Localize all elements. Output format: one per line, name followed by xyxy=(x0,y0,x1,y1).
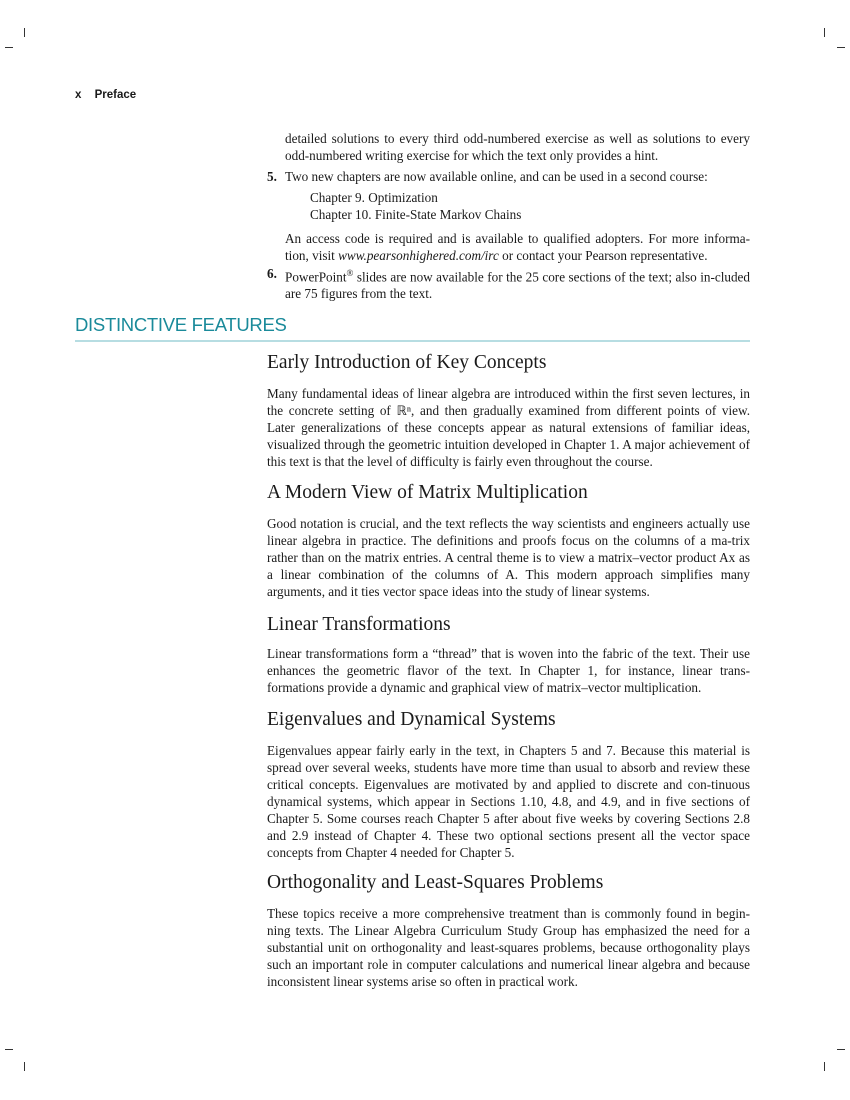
feature-body: Good notation is crucial, and the text reflects the way scientists and engineers actually use linear algebra in practice. The definitions and proofs focus on the columns of a ma-trix rather than on the matrix entries. A central theme is to view a matrix–vector product Ax as a linear combination of the columns of A. This modern approach simplifies many arguments, and it ties vector space ideas into the study of linear systems. xyxy=(267,516,750,599)
feature-heading: Linear Transformations xyxy=(267,614,451,635)
crop-mark xyxy=(837,47,845,48)
crop-mark xyxy=(24,28,25,37)
running-head xyxy=(75,89,136,101)
feature-heading: Early Introduction of Key Concepts xyxy=(267,352,547,373)
page-number: x xyxy=(75,89,82,101)
list-item-6 xyxy=(267,265,750,302)
continuation-paragraph: detailed solutions to every third odd-numbered exercise as well as solutions to every odd-numbered writing exercise for which the text only provides a hint. xyxy=(285,131,750,163)
list-item-text xyxy=(285,265,750,302)
list-number: 6. xyxy=(267,266,277,281)
feature-body: These topics receive a more comprehensive treatment than is commonly found in begin-ning texts. The Linear Algebra Curriculum Study Group has emphasized the need for a substantial unit on orthogonality and least-squares problems, because orthogonality plays such an important role in computer calculations and numerical linear algebra and because inconsistent linear systems arise so often in practical work. xyxy=(267,906,750,989)
crop-mark xyxy=(824,1062,825,1071)
crop-mark xyxy=(824,28,825,37)
crop-mark xyxy=(24,1062,25,1071)
list-item-text: Two new chapters are now available online, and can be used in a second course: xyxy=(285,169,708,184)
feature-heading: A Modern View of Matrix Multiplication xyxy=(267,482,588,503)
crop-mark xyxy=(5,1049,13,1050)
chapter-list xyxy=(310,189,521,223)
feature-heading: Orthogonality and Least-Squares Problems xyxy=(267,872,604,893)
registered-mark: ® xyxy=(346,268,354,278)
list-item-5 xyxy=(267,168,750,185)
list-number: 5. xyxy=(267,169,277,184)
feature-body: Eigenvalues appear fairly early in the text, in Chapters 5 and 7. Because this material is spread over several weeks, students have more time than usual to absorb and review these critical concepts. Eigenvalues are motivated by and applied to discrete and con-tinuous dynamical systems, which appear in Sections 1.10, 4.8, and 4.9, and in five sections of Chapter 5. Some courses reach Chapter 5 after about five weeks by covering Sections 2.8 and 2.9 instead of Chapter 4. These two optional sections present all the vector space concepts from Chapter 4 needed for Chapter 5. xyxy=(267,743,750,860)
chapter-item: Chapter 10. Finite-State Markov Chains xyxy=(310,207,522,222)
feature-body: Many fundamental ideas of linear algebra are introduced within the first seven lectures, in the concrete setting of ℝⁿ, and then gradually examined from different points of view. Later generalizations of these concepts appear as natural extensions of familiar ideas, visualized through the geometric intuition developed in Chapter 1. A major achievement of this text is that the level of difficulty is fairly even throughout the course. xyxy=(267,386,750,469)
section-title: DISTINCTIVE FEATURES xyxy=(75,314,287,335)
crop-mark xyxy=(837,1049,845,1050)
crop-mark xyxy=(5,47,13,48)
access-text-end: or contact your Pearson representative. xyxy=(498,248,708,263)
access-text: An access code is required and is available to qualified adopters. For more informa-tion, visit xyxy=(285,231,750,263)
access-url: www.pearsonhighered.com/irc xyxy=(338,248,499,263)
access-paragraph xyxy=(285,230,750,264)
feature-heading: Eigenvalues and Dynamical Systems xyxy=(267,709,556,730)
chapter-item: Chapter 9. Optimization xyxy=(310,190,438,205)
section-rule xyxy=(75,340,750,342)
running-head-title: Preface xyxy=(94,89,137,101)
powerpoint-text: PowerPoint xyxy=(285,269,347,285)
feature-body: Linear transformations form a “thread” that is woven into the fabric of the text. Their use enhances the geometric flavor of the text. In Chapter 1, for instance, linear trans-formations provide a dynamic and graphical view of matrix–vector multiplication. xyxy=(267,646,750,695)
powerpoint-text-end: slides are now available for the 25 core sections of the text; also in-cluded are 75 figures from the text. xyxy=(285,269,750,302)
